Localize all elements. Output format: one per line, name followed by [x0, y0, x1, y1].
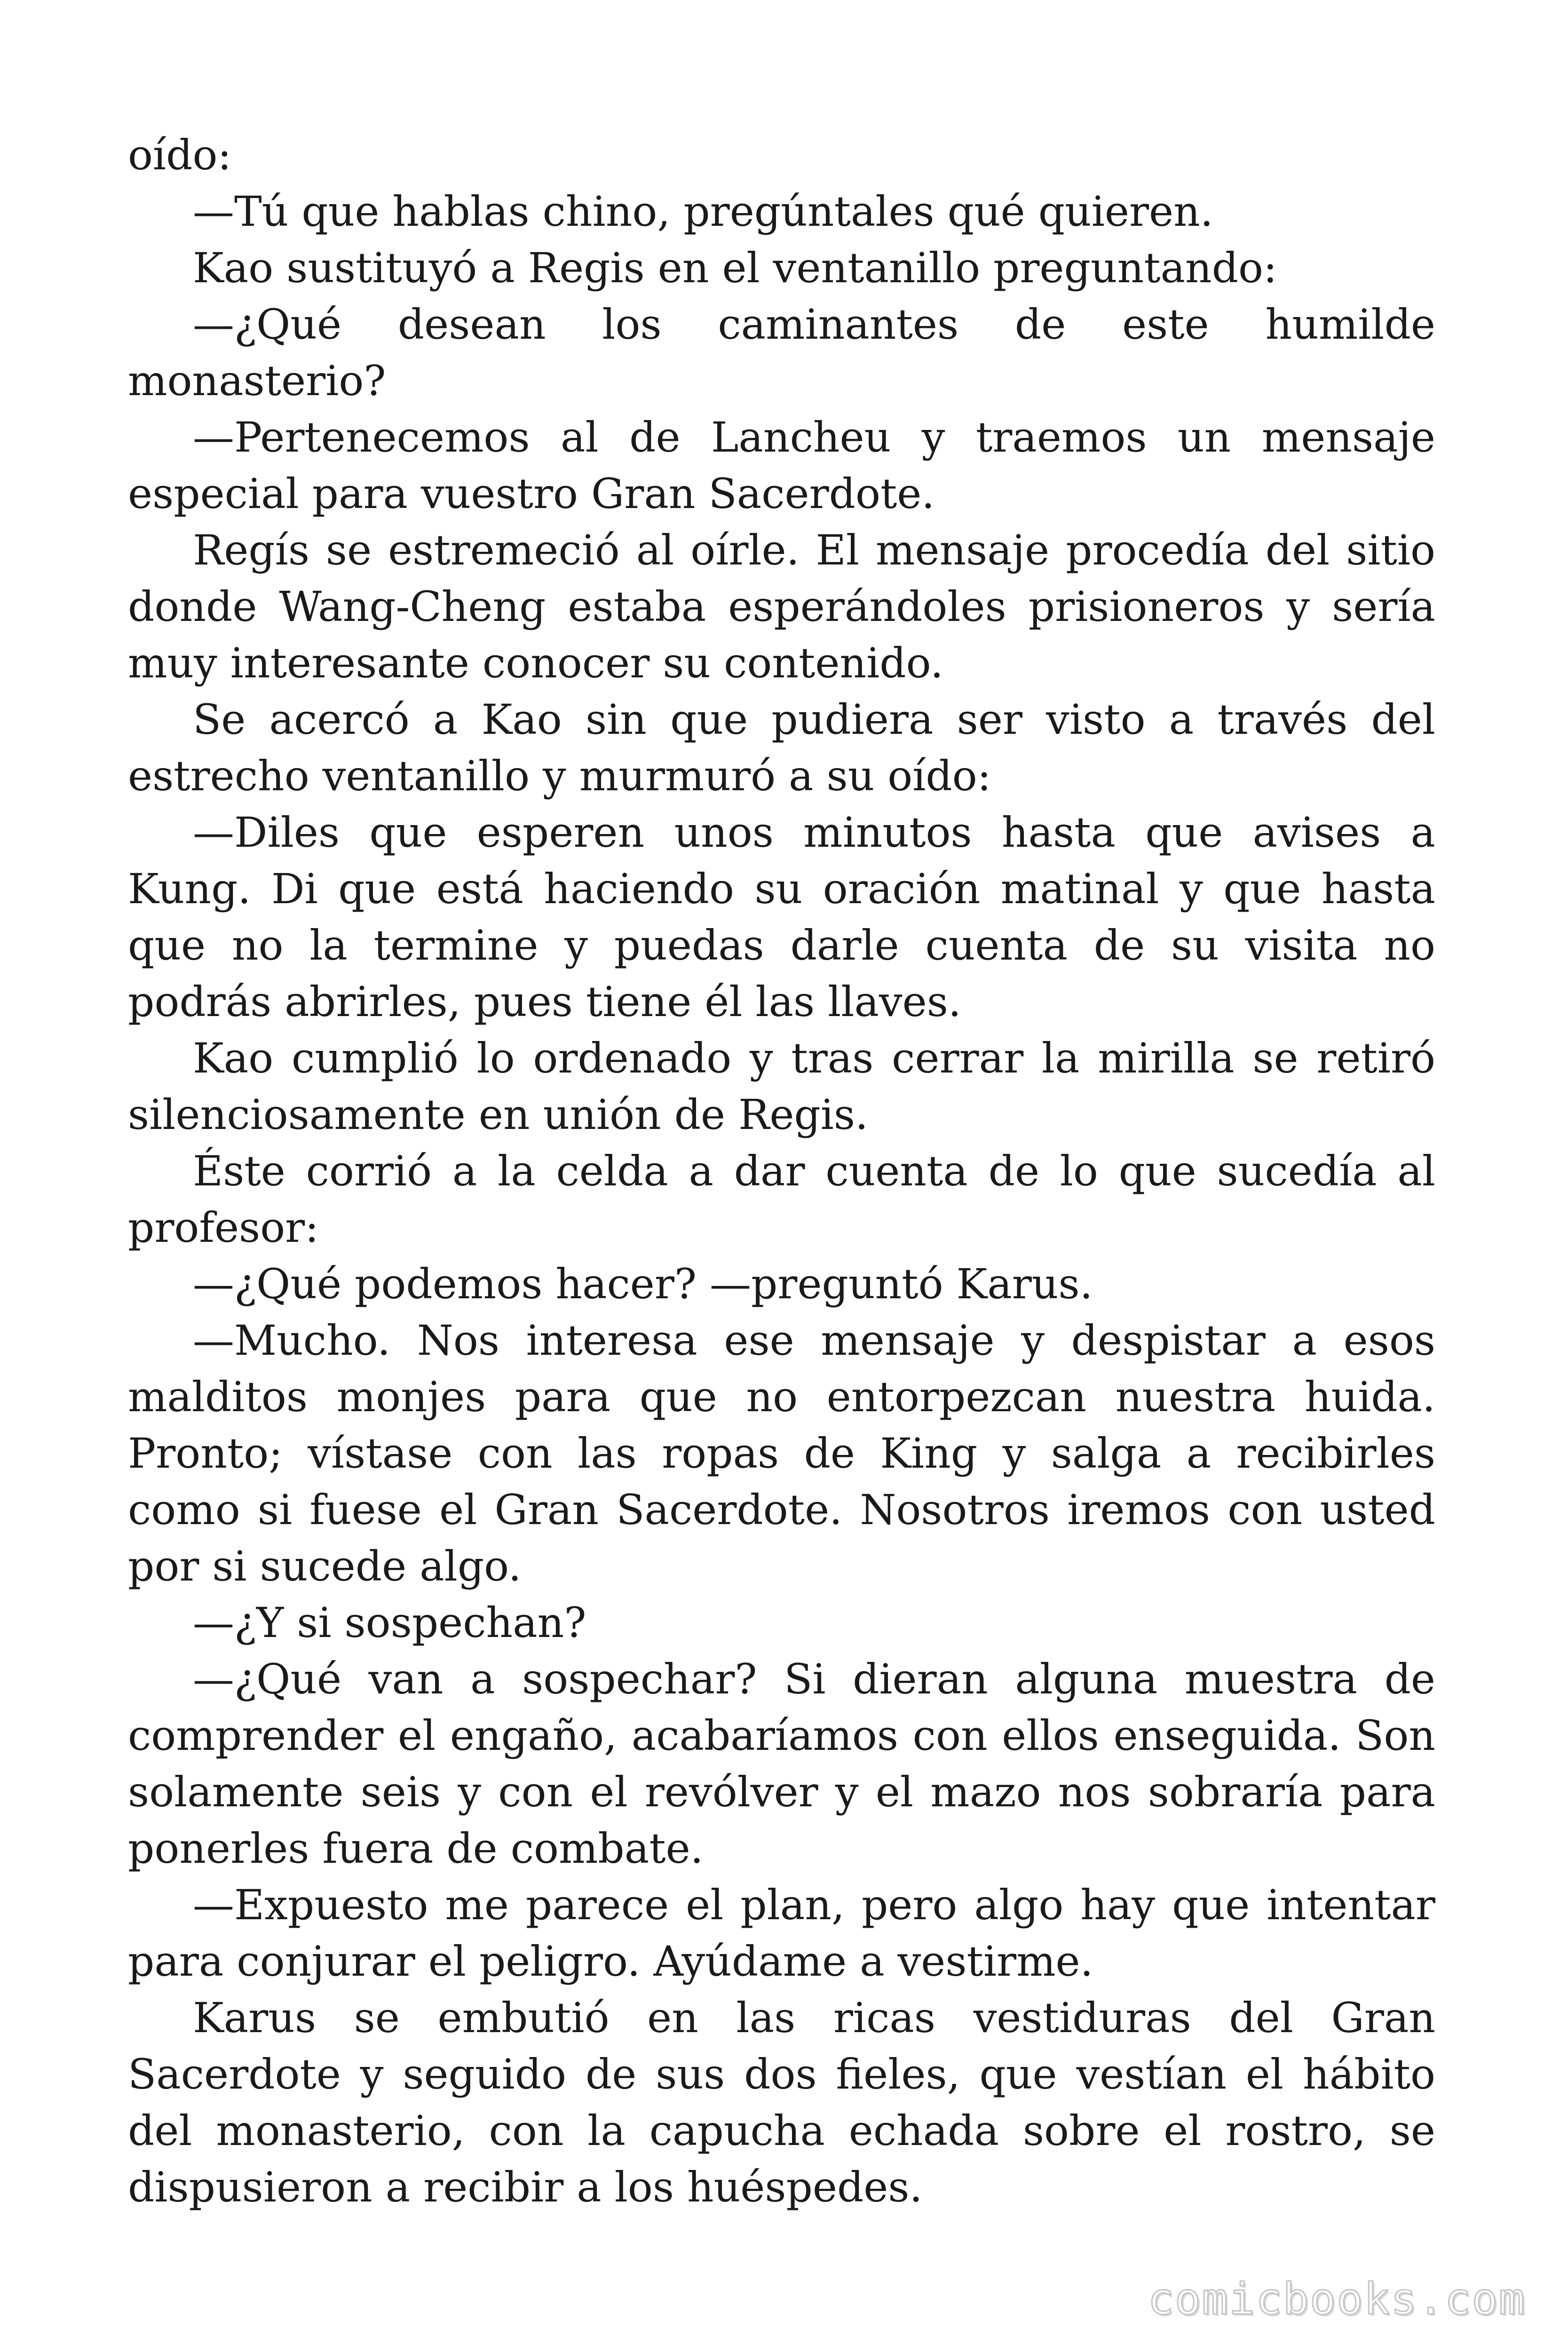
paragraph: —¿Qué van a sospechar? Si dieran alguna muestra de comprender el engaño, acabaríamos con ellos enseguida. Son solamente seis y con el revólver y el mazo nos sobraría para ponerles fuera de combate.	[128, 1655, 1435, 1873]
paragraph: Éste corrió a la celda a dar cuenta de lo que sucedía al profesor:	[128, 1147, 1435, 1252]
paragraph: Karus se embutió en las ricas vestiduras del Gran Sacerdote y seguido de sus dos fieles, que vestían el hábito del monasterio, con la capucha echada sobre el rostro, se dispusieron a recibir a los huéspedes.	[128, 1994, 1435, 2211]
paragraph: —¿Qué podemos hacer? —preguntó Karus.	[193, 1260, 1093, 1308]
paragraph: —Mucho. Nos interesa ese mensaje y despistar a esos malditos monjes para que no entorpezcan nuestra huida. Pronto; vístase con las ropas de King y salga a recibirles como si fuese el Gran Sacerdote. Nosotros iremos con usted por si sucede algo.	[128, 1316, 1435, 1590]
paragraph: —Tú que hablas chino, pregúntales qué quieren.	[193, 187, 1213, 236]
paragraph: —Pertenecemos al de Lancheu y traemos un mensaje especial para vuestro Gran Sacerdote.	[128, 413, 1435, 518]
paragraph: Regís se estremeció al oírle. El mensaje procedía del sitio donde Wang-Cheng estaba esperándoles prisioneros y sería muy interesante conocer su contenido.	[128, 526, 1435, 687]
watermark-text: comicbooks.com	[1148, 2274, 1526, 2324]
paragraph: —Expuesto me parece el plan, pero algo hay que intentar para conjurar el peligro. Ayúdame a vestirme.	[128, 1881, 1435, 1986]
paragraph: —Diles que esperen unos minutos hasta que avises a Kung. Di que está haciendo su oración matinal y que hasta que no la termine y puedas darle cuenta de su visita no podrás abrirles, pues tiene él las llaves.	[128, 808, 1435, 1026]
paragraph: —¿Y si sospechan?	[193, 1598, 586, 1647]
paragraph: Kao sustituyó a Regis en el ventanillo preguntando:	[193, 244, 1277, 292]
paragraph: Se acercó a Kao sin que pudiera ser visto a través del estrecho ventanillo y murmuró a su oído:	[128, 695, 1435, 800]
paragraph-continuation: oído:	[128, 131, 232, 179]
page-body-text	[128, 127, 1435, 2216]
paragraph: —¿Qué desean los caminantes de este humilde monasterio?	[128, 300, 1435, 405]
paragraph: Kao cumplió lo ordenado y tras cerrar la mirilla se retiró silenciosamente en unión de Regis.	[128, 1034, 1435, 1139]
